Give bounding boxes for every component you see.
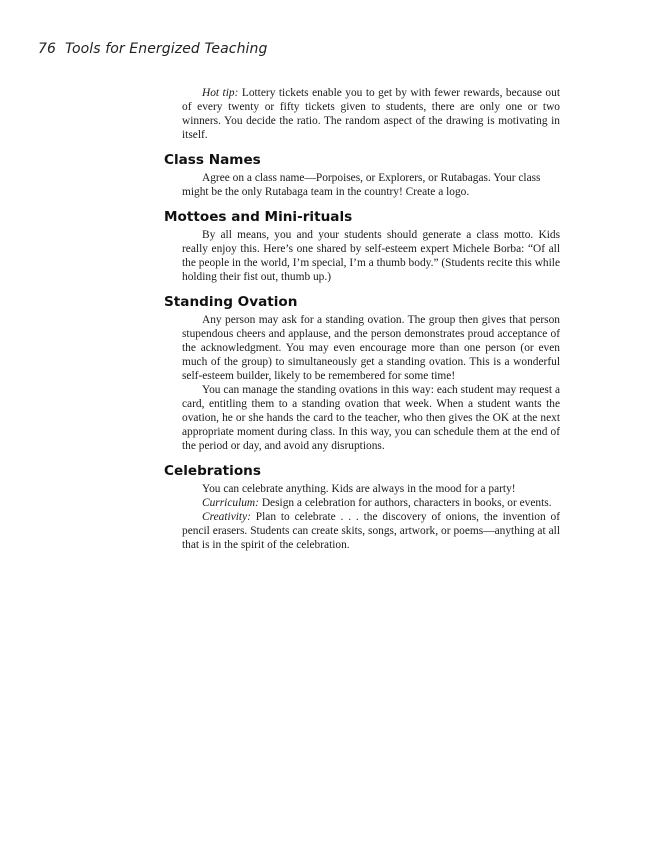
hot-tip-label: Hot tip: [202,87,239,99]
hot-tip-paragraph [182,86,560,142]
heading-celebrations: Celebrations [164,463,261,479]
class-names-paragraph: Agree on a class name—Porpoises, or Explorers, or Rutabagas. Your class might be the only Rutabaga team in the country! Create a logo. [182,172,541,198]
page-number: 76 [38,41,57,57]
curriculum-label: Curriculum: [202,497,259,509]
book-title: Tools for Energized Teaching [65,41,268,57]
celebrations-curriculum-paragraph [182,496,560,510]
running-head [38,41,268,57]
mottoes-paragraph: By all means, you and your students should generate a class motto. Kids really enjoy this. Here’s one shared by self-esteem expert Michele Borba: “Of all the people in the world, I’m special, I’m a thumb body.” (Students recite this while holding their fist out, thumb up.) [182,229,560,283]
heading-standing-ovation: Standing Ovation [164,294,298,310]
celebrations-paragraph-1: You can celebrate anything. Kids are always in the mood for a party! [202,483,516,495]
heading-class-names: Class Names [164,152,261,168]
heading-mottoes: Mottoes and Mini-rituals [164,209,353,225]
celebrations-creativity-paragraph [182,510,560,552]
creativity-text: Plan to celebrate . . . the discovery of onions, the invention of pencil erasers. Students can create skits, songs, artwork, or poems—anything at all that is in the spirit of the celebration. [182,511,560,551]
page-body [164,86,560,552]
hot-tip-text: Lottery tickets enable you to get by with fewer rewards, because out of every twenty or fifty tickets given to students, there are only one or two winners. You decide the ratio. The random aspect of the drawing is motivating in itself. [182,87,560,141]
standing-ovation-paragraph-2: You can manage the standing ovations in this way: each student may request a card, entitling them to a standing ovation that week. When a student wants the ovation, he or she hands the card to the teacher, who then gives the OK at the next appropriate moment during class. In this way, you can schedule them at the end of the period or day, and avoid any disruptions. [182,384,560,452]
standing-ovation-paragraph-1: Any person may ask for a standing ovation. The group then gives that person stupendous cheers and applause, and the person demonstrates proud acceptance of the acknowledgment. You may even encourage more than one person (or even much of the group) to simultaneously get a standing ovation. This is a wonderful self-esteem builder, likely to be remembered for some time! [182,314,560,382]
curriculum-text: Design a celebration for authors, characters in books, or events. [258,497,552,509]
creativity-label: Creativity: [202,511,251,523]
